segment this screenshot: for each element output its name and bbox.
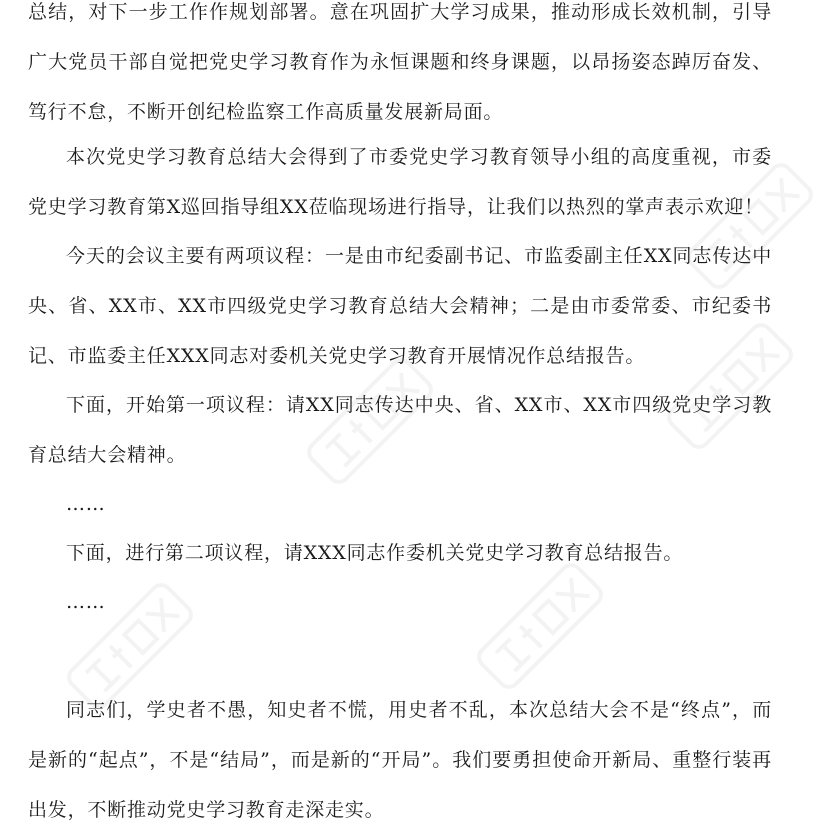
paragraph-closing-remarks: 同志们，学史者不愚，知史者不慌，用史者不乱，本次总结大会不是“终点”，而是新的“起点”，不是“结局”，而是新的“开局”。我们要勇担使命开新局、重整行装再出发，不断推动党史学习教育走深走实。 xyxy=(28,699,772,821)
ellipsis-1: …… xyxy=(66,493,106,515)
paragraph-agenda: 今天的会议主要有两项议程：一是由市纪委副书记、市监委副主任XX同志传达中央、省、XX市、XX市四级党史学习教育总结大会精神；二是由市委常委、市纪委书记、市监委主任XXX同志对委机关党史学习教育开展情况作总结报告。 xyxy=(28,245,772,367)
paragraph-summary-continuation: 总结，对下一步工作作规划部署。意在巩固扩大学习成果，推动形成长效机制，引导广大党员干部自觉把党史学习教育作为永恒课题和终身课题，以昂扬姿态踔厉奋发、笃行不怠，不断开创纪检监察工作高质量发展新局面。 xyxy=(28,1,772,123)
paragraph-first-agenda-item: 下面，开始第一项议程：请XX同志传达中央、省、XX市、XX市四级党史学习教育总结大会精神。 xyxy=(28,394,772,466)
paragraph-second-agenda-item: 下面，进行第二项议程，请XXX同志作委机关党史学习教育总结报告。 xyxy=(66,542,684,564)
ellipsis-2: …… xyxy=(66,591,106,613)
paragraph-leadership-attention: 本次党史学习教育总结大会得到了市委党史学习教育领导小组的高度重视，市委党史学习教育第X巡回指导组XX莅临现场进行指导，让我们以热烈的掌声表示欢迎！ xyxy=(28,146,772,218)
